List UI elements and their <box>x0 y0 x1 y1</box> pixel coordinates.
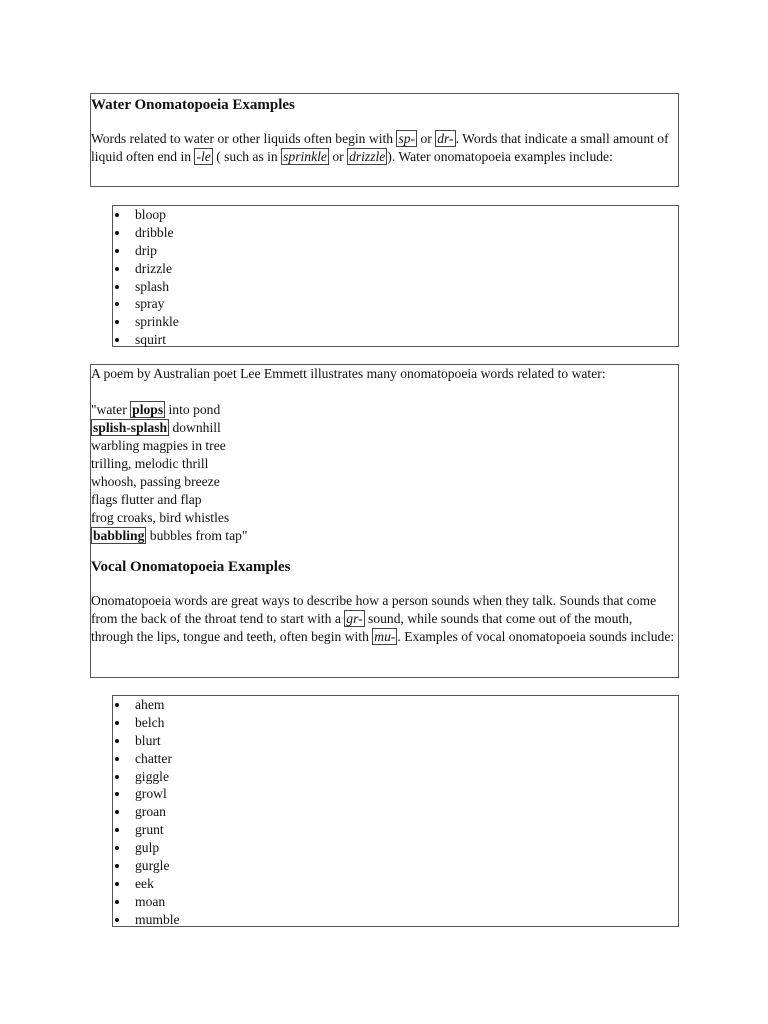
list-item <box>113 875 678 893</box>
list-item-text: groan <box>135 804 166 820</box>
keyword-babbling: babbling <box>93 528 145 543</box>
list-item <box>113 839 678 857</box>
list-item <box>113 785 678 803</box>
vocal-para-text-1: Onomatopoeia words are great ways to describe how a person sounds when they talk. Sounds that come from the back of the throat tend to start with a <box>91 593 657 627</box>
water-list-box <box>112 205 679 347</box>
list-item-text: giggle <box>135 768 169 784</box>
list-item <box>113 696 678 714</box>
keyword-sprinkle: sprinkle <box>283 149 327 165</box>
poem-line: whoosh, passing breeze <box>91 474 220 489</box>
list-item-text: squirt <box>135 332 166 348</box>
list-item-text: eek <box>135 875 154 891</box>
list-item <box>113 260 678 278</box>
bullet-icon <box>115 739 119 743</box>
list-item-text: drip <box>135 242 157 258</box>
list-item-text: blurt <box>135 732 161 748</box>
bullet-icon <box>115 302 119 306</box>
bullet-icon <box>115 338 119 342</box>
poem-line: frog croaks, bird whistles <box>91 510 230 525</box>
poem-line <box>91 419 678 437</box>
list-item-text: dribble <box>135 224 174 240</box>
list-item <box>113 278 678 296</box>
list-item-text: sprinkle <box>135 314 179 330</box>
water-paragraph <box>91 130 678 166</box>
poem-line: trilling, melodic thrill <box>91 456 209 471</box>
bullet-icon <box>115 900 119 904</box>
list-item-text: bloop <box>135 207 166 222</box>
keyword-splish-splash: splish-splash <box>93 420 168 435</box>
bullet-icon <box>115 792 119 796</box>
list-item-text: gulp <box>135 840 160 856</box>
list-item <box>113 313 678 331</box>
list-item-text: chatter <box>135 750 172 766</box>
poem-line: flags flutter and flap <box>91 492 202 507</box>
water-para-text-3: . Words that indicate a small amount of liquid often end in <box>91 131 669 165</box>
poem-text: "water <box>91 402 131 417</box>
bullet-icon <box>115 267 119 271</box>
bullet-icon <box>115 757 119 761</box>
poem-text: downhill <box>169 420 221 435</box>
list-item-text: ahem <box>135 697 165 712</box>
poem-intro: A poem by Australian poet Lee Emmett illustrates many onomatopoeia words related to water: <box>91 366 606 381</box>
keyword-mu: mu- <box>374 629 396 645</box>
list-item <box>113 206 678 224</box>
water-para-text-4: ( such as in <box>212 149 282 165</box>
bullet-icon <box>115 918 119 922</box>
bullet-icon <box>115 882 119 886</box>
bullet-icon <box>115 703 119 707</box>
vocal-heading: Vocal Onomatopoeia Examples <box>91 559 291 575</box>
poem-line <box>91 527 678 545</box>
list-item <box>113 331 678 349</box>
water-section-box <box>90 93 679 187</box>
bullet-icon <box>115 231 119 235</box>
bullet-icon <box>115 846 119 850</box>
list-item-text: spray <box>135 296 165 312</box>
poem <box>91 401 678 545</box>
bullet-icon <box>115 249 119 253</box>
list-item <box>113 224 678 242</box>
bullet-icon <box>115 721 119 725</box>
poem-line: warbling magpies in tree <box>91 438 226 453</box>
list-item-text: moan <box>135 893 166 909</box>
list-item <box>113 714 678 732</box>
bullet-icon <box>115 864 119 868</box>
keyword-gr: gr- <box>346 611 363 627</box>
list-item <box>113 768 678 786</box>
list-item <box>113 857 678 875</box>
list-item-text: growl <box>135 786 167 802</box>
vocal-list-box <box>112 695 679 927</box>
bullet-icon <box>115 285 119 289</box>
list-item <box>113 750 678 768</box>
poem-text: bubbles from tap" <box>146 528 248 543</box>
vocal-paragraph <box>91 592 678 647</box>
list-item-text: splash <box>135 278 169 294</box>
water-para-text-1: Words related to water or other liquids often begin with <box>91 131 397 146</box>
vocal-para-text-2: sound, while sounds that come out of the mouth, through the lips, tongue and teeth, often begin with <box>91 611 633 645</box>
water-heading: Water Onomatopoeia Examples <box>91 97 295 113</box>
list-item <box>113 911 678 929</box>
water-para-text-6: ). Water onomatopoeia examples include: <box>387 149 613 165</box>
list-item-text: gurgle <box>135 858 170 874</box>
bullet-icon <box>115 828 119 832</box>
list-item <box>113 893 678 911</box>
bullet-icon <box>115 320 119 324</box>
poem-line <box>91 401 678 419</box>
poem-vocal-box <box>90 364 679 678</box>
list-item <box>113 821 678 839</box>
keyword-sp: sp- <box>398 131 416 146</box>
list-item <box>113 803 678 821</box>
list-item <box>113 732 678 750</box>
bullet-icon <box>115 213 119 217</box>
keyword-dr: dr- <box>437 131 454 146</box>
poem-text: into pond <box>165 402 221 417</box>
keyword-le: -le <box>196 149 211 165</box>
list-item <box>113 295 678 313</box>
water-para-text-2: or <box>417 131 436 146</box>
vocal-para-text-3: . Examples of vocal onomatopoeia sounds include: <box>397 629 675 645</box>
list-item <box>113 242 678 260</box>
water-words-list <box>113 206 678 349</box>
list-item-text: belch <box>135 714 165 730</box>
water-para-text-5: or <box>328 149 348 165</box>
bullet-icon <box>115 810 119 814</box>
keyword-drizzle: drizzle <box>349 149 386 165</box>
list-item-text: drizzle <box>135 260 172 276</box>
vocal-words-list <box>113 696 678 929</box>
list-item-text: mumble <box>135 911 180 927</box>
keyword-plops: plops <box>132 402 164 417</box>
list-item-text: grunt <box>135 822 164 838</box>
bullet-icon <box>115 775 119 779</box>
